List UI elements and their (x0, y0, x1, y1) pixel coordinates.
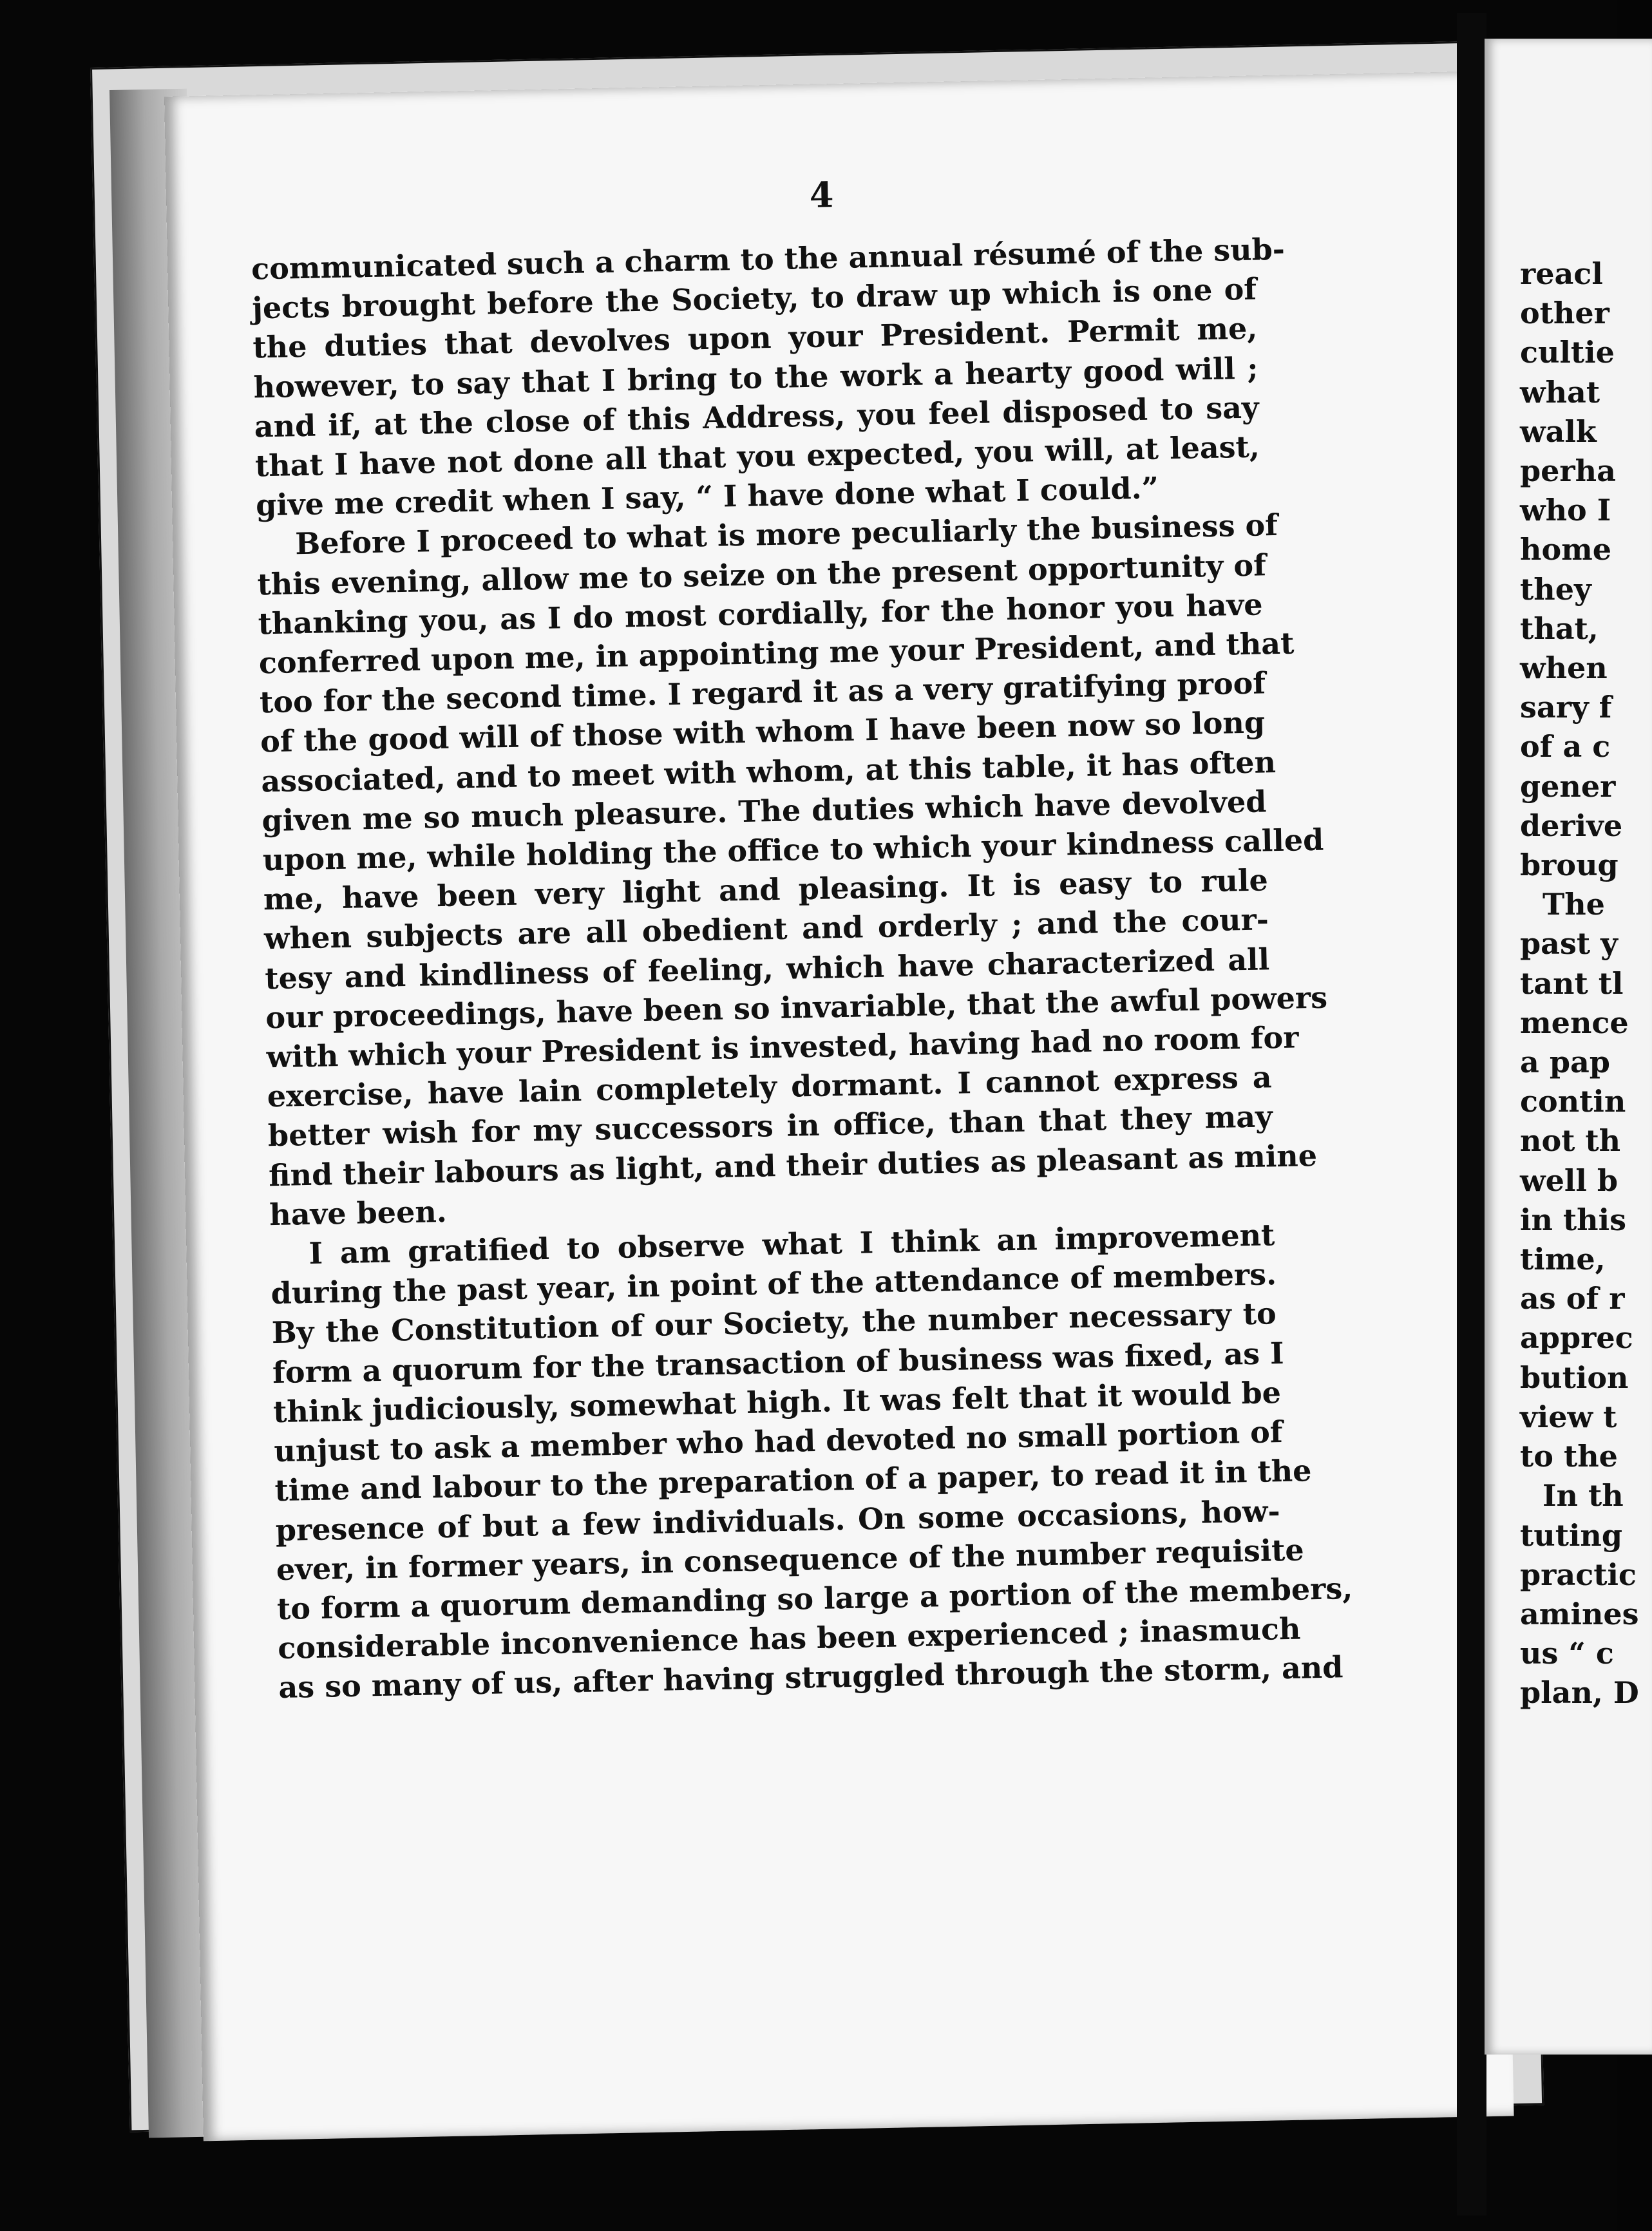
text-line: they (1520, 571, 1591, 607)
text-line: practic (1520, 1557, 1637, 1592)
left-page (164, 71, 1514, 2141)
text-line: the duties that devolves upon your President. Permit me, (252, 310, 1258, 365)
text-line: By the Constitution of our Society, the number necessary to (271, 1296, 1277, 1351)
text-line: however, to say that I bring to the work a hearty good will ; (253, 350, 1258, 405)
text-line: contin (1520, 1084, 1626, 1119)
text-line: as of r (1520, 1281, 1625, 1316)
text-line: too for the second time. I regard it as a very gratifying proof (259, 665, 1266, 720)
text-line: our proceedings, have been so invariable, that the awful powers (265, 980, 1328, 1036)
text-line: not th (1520, 1123, 1621, 1159)
book-gutter (1457, 13, 1486, 2216)
text-line: amines (1520, 1596, 1639, 1631)
text-line: perha (1520, 453, 1616, 489)
text-line: time and labour to the preparation of a paper, to read it in the (274, 1453, 1312, 1508)
text-line: that I have not done all that you expected, you will, at least, (254, 429, 1260, 484)
text-line: presence of but a few individuals. On some occasions, how- (275, 1493, 1280, 1548)
text-line: unjust to ask a member who had devoted no small portion of (273, 1414, 1284, 1469)
text-line: of a c (1520, 729, 1611, 764)
text-line: to the (1520, 1439, 1618, 1474)
text-line: apprec (1520, 1320, 1633, 1356)
text-line: during the past year, in point of the attendance of members. (271, 1257, 1277, 1311)
text-line: well b (1520, 1163, 1618, 1198)
text-line: view t (1520, 1399, 1617, 1434)
text-line: who I (1520, 493, 1611, 528)
text-line: thanking you, as I do most cordially, for the honor you have (258, 587, 1263, 641)
text-line: gener (1520, 768, 1616, 804)
text-line: jects brought before the Society, to draw up which is one of (251, 271, 1257, 326)
text-line: tant tl (1520, 965, 1624, 1001)
text-line: when (1520, 650, 1608, 686)
text-line: exercise, have lain completely dormant. I cannot express a (267, 1059, 1273, 1114)
text-line: have been. (269, 1193, 448, 1233)
text-line: tuting (1520, 1517, 1623, 1553)
text-line: past y (1520, 926, 1618, 962)
text-line: In th (1543, 1478, 1624, 1514)
text-line: mence (1520, 1005, 1629, 1040)
text-line: cultie (1520, 335, 1615, 370)
text-line: plan, D (1520, 1675, 1639, 1711)
text-line: bution (1520, 1360, 1629, 1395)
text-line: upon me, while holding the office to which your kindness called (262, 822, 1324, 878)
text-line: me, have been very light and pleasing. It is easy to rule (263, 862, 1269, 917)
text-line: form a quorum for the transaction of business was fixed, as I (272, 1335, 1285, 1390)
text-line: sary f (1520, 690, 1612, 725)
text-line: in this (1520, 1202, 1626, 1237)
text-line: communicated such a charm to the annual résumé of the sub- (251, 231, 1286, 287)
text-line: conferred upon me, in appointing me your President, and that (258, 625, 1295, 681)
text-line: a pap (1520, 1045, 1610, 1080)
text-line: give me credit when I say, “ I have done what I could.” (255, 470, 1159, 523)
text-line: walk (1520, 413, 1597, 449)
text-line: home (1520, 532, 1612, 567)
page-number: 4 (809, 174, 835, 216)
text-line: find their labours as light, and their duties as pleasant as mine (268, 1137, 1318, 1193)
text-line: derive (1520, 808, 1623, 843)
text-line: Before I proceed to what is more peculiarly the business of (294, 508, 1278, 562)
text-line: when subjects are all obedient and orderly ; and the cour- (263, 902, 1269, 956)
text-line: associated, and to meet with whom, at this table, it has often (260, 744, 1277, 799)
text-line: given me so much pleasure. The duties which have devolved (261, 784, 1267, 839)
text-line: ever, in former years, in consequence of the number requisite (276, 1532, 1305, 1587)
text-line: as so many of us, after having struggled through the storm, and (278, 1649, 1343, 1705)
page-body-text (251, 231, 1353, 1708)
text-line: to form a quorum demanding so large a portion of the members, (276, 1570, 1353, 1626)
text-line: better wish for my successors in office, than that they may (267, 1099, 1273, 1153)
text-line: and if, at the close of this Address, you feel disposed to say (254, 390, 1260, 444)
text-line: The (1543, 887, 1605, 922)
text-line: us “ c (1520, 1636, 1614, 1671)
text-line: tesy and kindliness of feeling, which have characterized all (264, 941, 1270, 996)
text-line: this evening, allow me to seize on the present opportunity of (257, 547, 1267, 602)
text-line: of the good will of those with whom I have been now so long (260, 705, 1266, 759)
text-line: other (1520, 296, 1609, 331)
text-line: that, (1520, 611, 1599, 646)
text-line: broug (1520, 848, 1619, 883)
text-line: with which your President is invested, having had no room for (266, 1020, 1299, 1075)
text-line: considerable inconvenience has been experienced ; inasmuch (277, 1611, 1301, 1666)
text-line: I am gratified to observe what I think an improvement (309, 1217, 1275, 1271)
text-line: time, (1520, 1242, 1606, 1277)
text-line: what (1520, 374, 1600, 410)
text-line: think judiciously, somewhat high. It was felt that it would be (272, 1374, 1282, 1430)
facing-page-text (1520, 254, 1639, 1713)
text-line: reacl (1520, 256, 1603, 291)
